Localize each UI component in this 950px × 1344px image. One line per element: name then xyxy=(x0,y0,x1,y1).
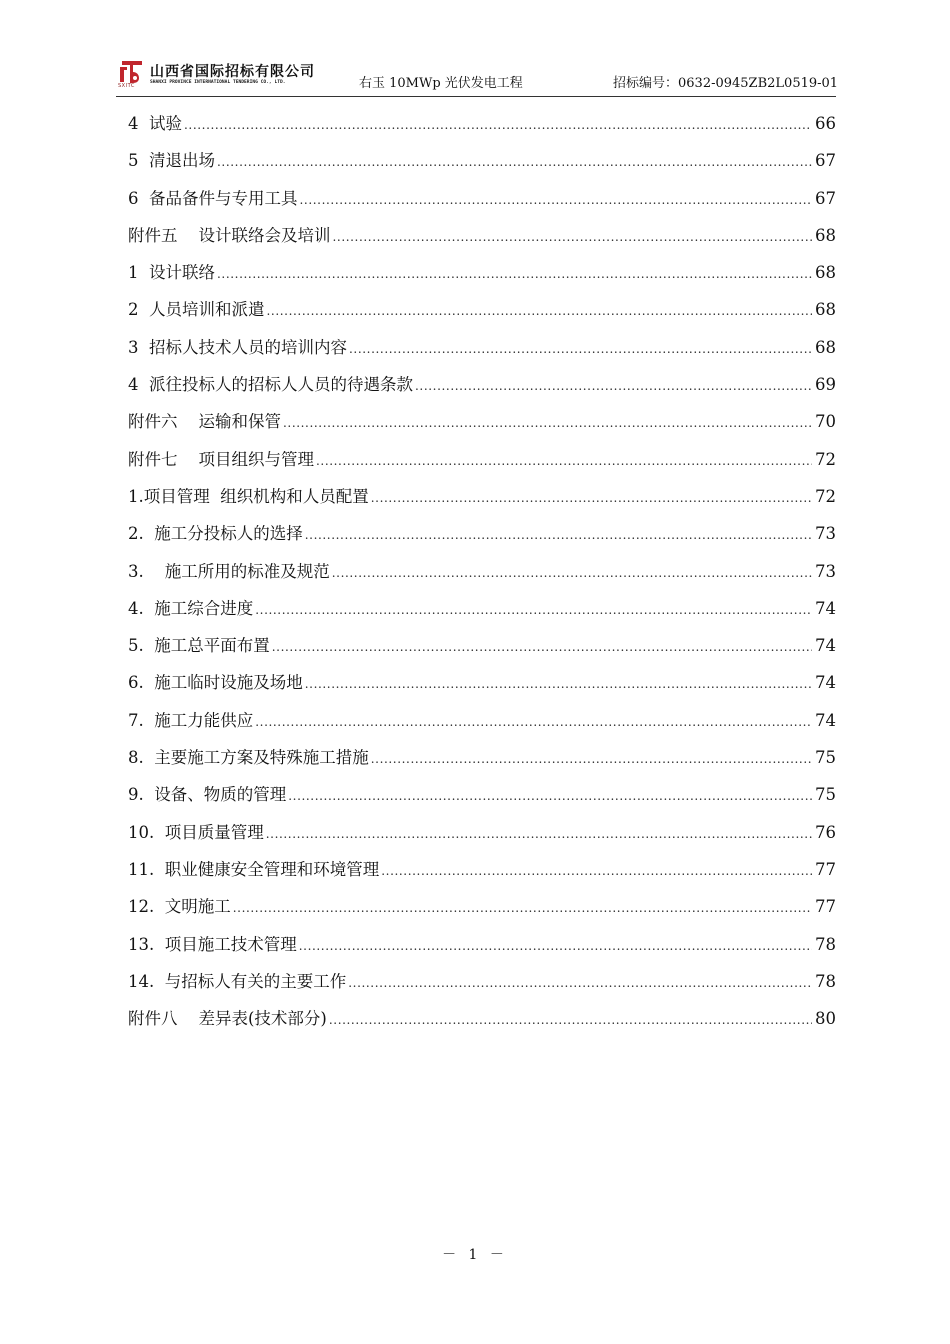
logo-abbreviation: SXITC xyxy=(118,83,135,89)
toc-entry-page: 78 xyxy=(815,971,836,991)
toc-entry-page: 73 xyxy=(815,524,836,544)
toc-entry-label: 5 清退出场 xyxy=(128,151,215,171)
toc-entry-page: 75 xyxy=(815,785,836,805)
toc-dot-leader xyxy=(288,782,812,810)
toc-entry-label: 附件五 设计联络会及培训 xyxy=(128,225,331,245)
toc-entry[interactable] xyxy=(128,558,836,595)
toc-entry-label: 3. 施工所用的标准及规范 xyxy=(128,561,330,581)
toc-entry-page: 68 xyxy=(815,263,836,283)
toc-dot-leader xyxy=(381,857,812,885)
toc-entry-label: 4. 施工综合进度 xyxy=(128,598,254,618)
page-header xyxy=(116,58,839,98)
toc-dot-leader xyxy=(233,894,812,922)
toc-entry[interactable] xyxy=(128,147,836,184)
toc-dot-leader xyxy=(267,297,813,325)
toc-entry-label: 9. 设备、物质的管理 xyxy=(128,785,287,805)
toc-entry-page: 78 xyxy=(815,934,836,954)
toc-dot-leader xyxy=(348,969,812,997)
toc-dot-leader xyxy=(255,596,812,624)
toc-entry-page: 77 xyxy=(815,897,836,917)
toc-dot-leader xyxy=(371,484,812,512)
toc-entry-label: 1 设计联络 xyxy=(128,263,215,283)
header-divider xyxy=(116,96,836,97)
toc-entry[interactable] xyxy=(128,968,836,1005)
toc-entry[interactable] xyxy=(128,931,836,968)
toc-entry-page: 74 xyxy=(815,710,836,730)
toc-entry-page: 75 xyxy=(815,748,836,768)
toc-entry-label: 5. 施工总平面布置 xyxy=(128,636,270,656)
toc-entry[interactable] xyxy=(128,371,836,408)
toc-entry-label: 12. 文明施工 xyxy=(128,897,231,917)
toc-dot-leader xyxy=(316,447,812,475)
toc-entry[interactable] xyxy=(128,781,836,818)
toc-entry-page: 69 xyxy=(815,375,836,395)
toc-dot-leader xyxy=(332,223,812,251)
toc-dot-leader xyxy=(184,111,812,139)
toc-entry-page: 72 xyxy=(815,449,836,469)
toc-entry-label: 6. 施工临时设施及场地 xyxy=(128,673,303,693)
toc-entry-page: 67 xyxy=(815,151,836,171)
toc-entry-page: 68 xyxy=(815,337,836,357)
toc-entry[interactable] xyxy=(128,334,836,371)
toc-entry-label: 1.项目管理 组织机构和人员配置 xyxy=(128,486,369,506)
toc-entry-label: 3 招标人技术人员的培训内容 xyxy=(128,337,347,357)
toc-entry-page: 80 xyxy=(815,1009,836,1029)
toc-dot-leader xyxy=(329,1006,812,1034)
toc-entry[interactable] xyxy=(128,1005,836,1042)
toc-entry-page: 76 xyxy=(815,822,836,842)
toc-dot-leader xyxy=(299,932,812,960)
toc-dot-leader xyxy=(300,186,813,214)
toc-entry-page: 68 xyxy=(815,300,836,320)
toc-entry[interactable] xyxy=(128,520,836,557)
company-name-cn: 山西省国际招标有限公司 xyxy=(150,64,315,80)
toc-entry-label: 附件六 运输和保管 xyxy=(128,412,281,432)
toc-entry-label: 附件七 项目组织与管理 xyxy=(128,449,314,469)
page-number: － 1 － xyxy=(442,1247,508,1263)
toc-entry[interactable] xyxy=(128,483,836,520)
toc-entry[interactable] xyxy=(128,856,836,893)
toc-entry-label: 4 派往投标人的招标人人员的待遇条款 xyxy=(128,375,413,395)
toc-dot-leader xyxy=(305,521,812,549)
toc-entry[interactable] xyxy=(128,296,836,333)
toc-entry-label: 10. 项目质量管理 xyxy=(128,822,264,842)
toc-entry-page: 72 xyxy=(815,486,836,506)
toc-entry-page: 73 xyxy=(815,561,836,581)
toc-entry-label: 2 人员培训和派遣 xyxy=(128,300,265,320)
toc-entry[interactable] xyxy=(128,222,836,259)
toc-entry[interactable] xyxy=(128,893,836,930)
company-name-en: SHANXI PROVINCE INTERNATIONAL TENDERING CO., LTD. xyxy=(150,80,286,85)
toc-entry[interactable] xyxy=(128,595,836,632)
toc-entry-label: 2. 施工分投标人的选择 xyxy=(128,524,303,544)
toc-dot-leader xyxy=(217,260,812,288)
toc-entry-label: 8. 主要施工方案及特殊施工措施 xyxy=(128,748,369,768)
toc-dot-leader xyxy=(349,335,812,363)
toc-entry[interactable] xyxy=(128,259,836,296)
project-name: 右玉 10MWp 光伏发电工程 xyxy=(359,76,523,91)
toc-entry-label: 6 备品备件与专用工具 xyxy=(128,188,298,208)
toc-entry[interactable] xyxy=(128,707,836,744)
toc-entry-page: 70 xyxy=(815,412,836,432)
toc-entry-label: 附件八 差异表(技术部分) xyxy=(128,1009,327,1029)
toc-entry[interactable] xyxy=(128,632,836,669)
toc-entry-page: 74 xyxy=(815,636,836,656)
toc-entry[interactable] xyxy=(128,744,836,781)
toc-entry[interactable] xyxy=(128,819,836,856)
toc-dot-leader xyxy=(266,820,812,848)
table-of-contents xyxy=(128,110,836,1042)
toc-entry-label: 11. 职业健康安全管理和环境管理 xyxy=(128,859,380,879)
toc-dot-leader xyxy=(283,409,812,437)
toc-dot-leader xyxy=(371,745,812,773)
toc-entry[interactable] xyxy=(128,110,836,147)
toc-dot-leader xyxy=(305,670,812,698)
toc-entry-page: 67 xyxy=(815,188,836,208)
toc-entry-label: 7. 施工力能供应 xyxy=(128,710,254,730)
toc-dot-leader xyxy=(217,148,812,176)
toc-entry-page: 74 xyxy=(815,598,836,618)
toc-entry-page: 66 xyxy=(815,114,836,133)
toc-entry[interactable] xyxy=(128,185,836,222)
toc-entry-page: 77 xyxy=(815,859,836,879)
toc-entry-page: 68 xyxy=(815,225,836,245)
bid-number: 招标编号：0632-0945ZB2L0519-01 xyxy=(613,76,839,91)
toc-entry[interactable] xyxy=(128,669,836,706)
toc-entry-page: 74 xyxy=(815,673,836,693)
toc-dot-leader xyxy=(255,708,812,736)
toc-entry-label: 13. 项目施工技术管理 xyxy=(128,934,297,954)
toc-entry[interactable] xyxy=(128,446,836,483)
toc-dot-leader xyxy=(415,372,812,400)
toc-dot-leader xyxy=(272,633,812,661)
toc-dot-leader xyxy=(332,559,812,587)
toc-entry-label: 4 试验 xyxy=(128,114,182,133)
toc-entry-label: 14. 与招标人有关的主要工作 xyxy=(128,971,347,991)
toc-entry[interactable] xyxy=(128,408,836,445)
